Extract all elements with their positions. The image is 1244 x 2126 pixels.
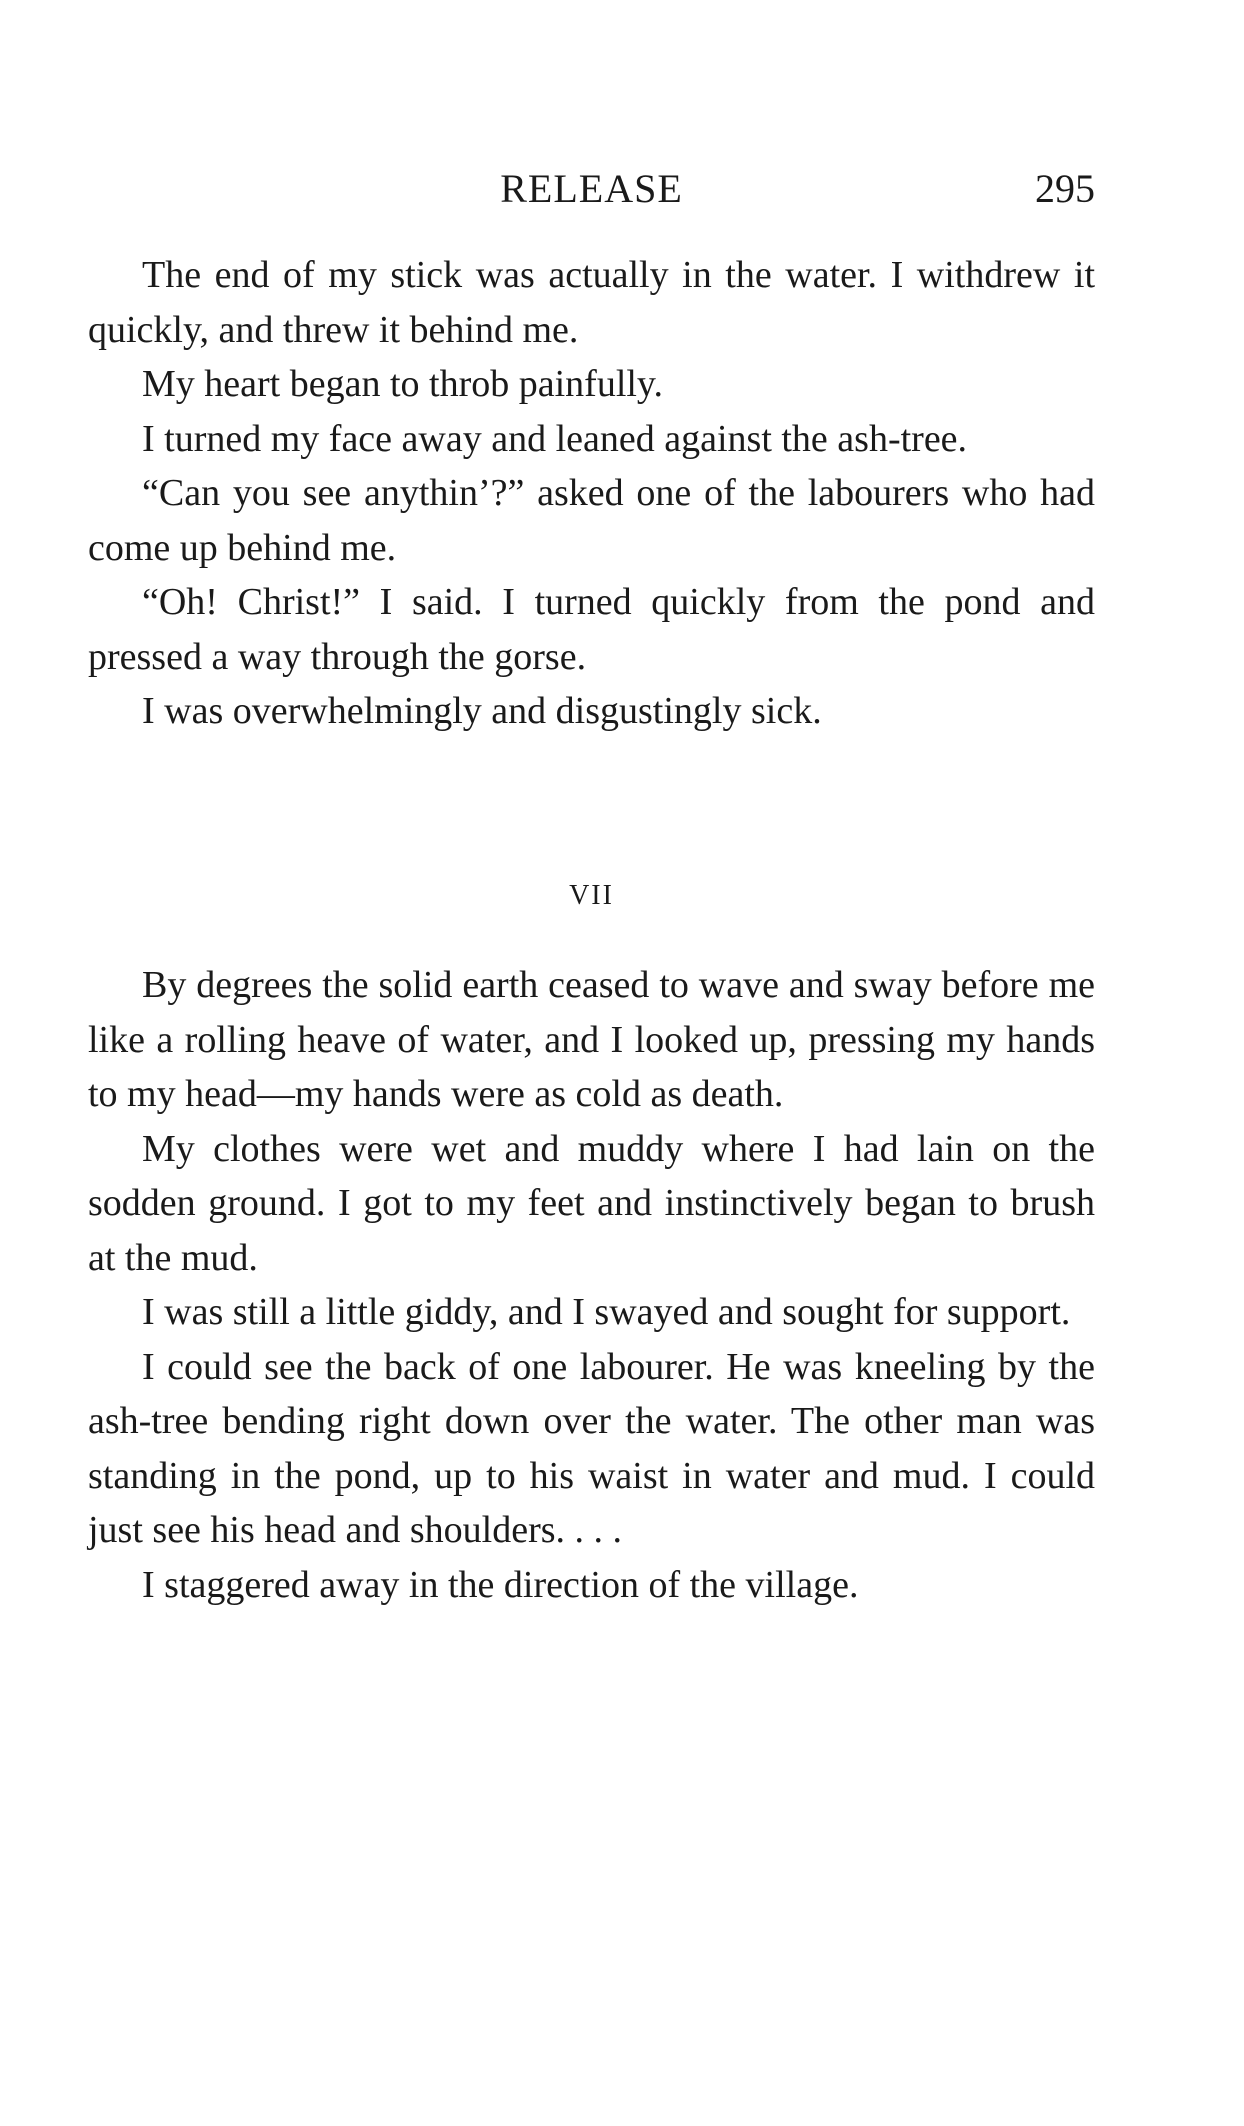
paragraph: “Oh! Christ!” I said. I turned quickly from the pond and pressed a way through the gorse.: [88, 581, 1095, 678]
paragraph: The end of my stick was actually in the water. I withdrew it quickly, and threw it behind me.: [88, 254, 1095, 351]
paragraph: My heart began to throb painfully.: [142, 363, 663, 405]
section-heading: VII: [569, 880, 614, 911]
page-number: 295: [1035, 166, 1095, 211]
paragraph: “Can you see anythin’?” asked one of the labourers who had come up behind me.: [88, 472, 1095, 569]
paragraph: By degrees the solid earth ceased to wave and sway before me like a rolling heave of water, and I looked up, pressing my hands to my head—my hands were as cold as death.: [88, 964, 1095, 1115]
text-block-section-2: [88, 958, 1095, 1612]
paragraph: I turned my face away and leaned against the ash-tree.: [142, 417, 968, 460]
running-header: [88, 165, 1095, 215]
text-block-section-1: [88, 248, 1095, 739]
paragraph: I staggered away in the direction of the village.: [142, 1563, 859, 1606]
running-title: RELEASE: [500, 166, 683, 211]
paragraph: I was still a little giddy, and I swayed and sought for support.: [142, 1291, 1071, 1333]
paragraph: I was overwhelmingly and disgustingly sick.: [142, 690, 822, 732]
paragraph: My clothes were wet and muddy where I had lain on the sodden ground. I got to my feet and instinctively began to brush at the mud.: [88, 1127, 1095, 1279]
paragraph: I could see the back of one labourer. He was kneeling by the ash-tree bending right down over the water. The other man was standing in the pond, up to his waist in water and mud. I could just see his head and shoulders. . . .: [88, 1345, 1095, 1551]
